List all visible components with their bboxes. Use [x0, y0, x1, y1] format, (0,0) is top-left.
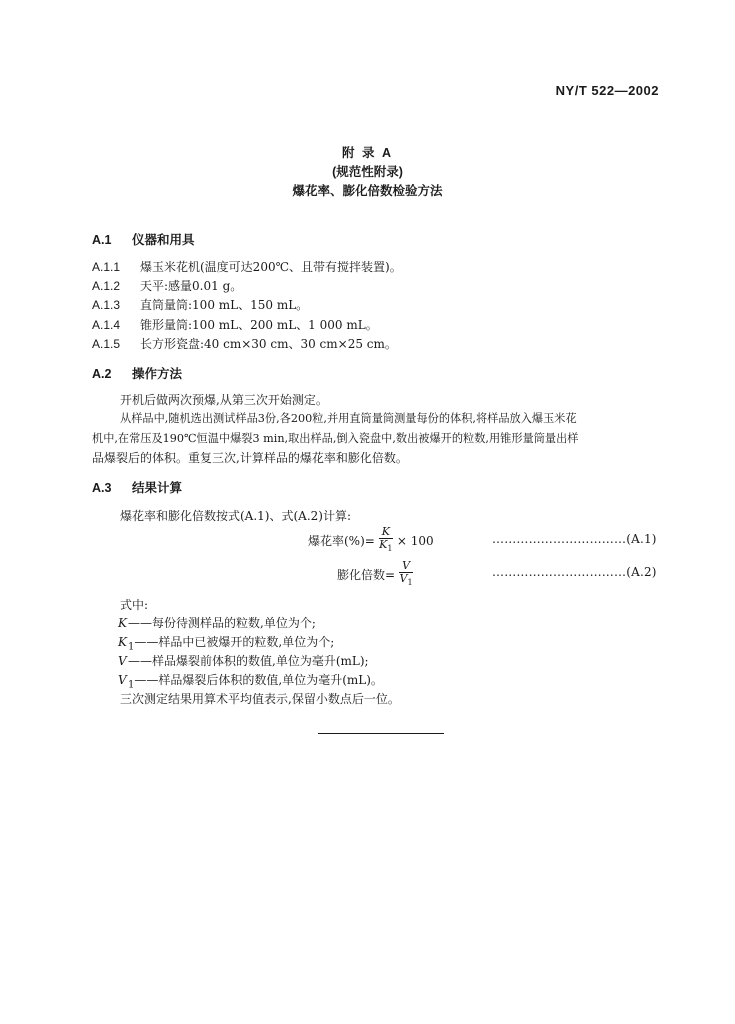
where-label: 式中:: [120, 598, 149, 612]
item-text: 天平:感量0.01 g。: [140, 279, 243, 293]
section-a3-heading: [92, 478, 182, 496]
definition-k: K——每份待测样品的粒数,单位为个;: [118, 616, 316, 630]
end-rule: [318, 733, 444, 734]
section-number: A.1: [92, 233, 112, 247]
numerator: V: [402, 559, 411, 572]
item-a1-3: [92, 296, 308, 313]
section-title: 仪器和用具: [132, 233, 195, 247]
item-a1-5: [92, 335, 397, 352]
section-number: A.2: [92, 367, 112, 381]
equation-ref-a2: ……………………………(A.2): [492, 565, 657, 579]
definition-v1: $V_1——$样品爆裂后体积的数值,单位为毫升(mL)。: [118, 673, 383, 691]
item-number: A.1.5: [92, 337, 121, 351]
procedure-paragraph-2-line-2: 机中,在常压及190℃恒温中爆裂3 min,取出样品,倒入瓷盘中,数出被爆开的粒数,用锥形量筒量出样: [92, 432, 579, 445]
formula-lhs: 膨化倍数=: [337, 568, 396, 583]
item-number: A.1.4: [92, 318, 121, 332]
procedure-paragraph-1: 开机后做两次预爆,从第三次开始测定。: [120, 393, 328, 407]
formula-a1: [308, 526, 434, 555]
equation-ref-a1: ……………………………(A.1): [492, 532, 657, 546]
item-text: 爆玉米花机(温度可达200℃、且带有搅拌装置)。: [140, 260, 402, 274]
item-text: 直筒量筒:100 mL、150 mL。: [140, 298, 309, 312]
procedure-paragraph-2-line-3: 品爆裂后的体积。重复三次,计算样品的爆花率和膨化倍数。: [92, 451, 408, 465]
denominator: $V_1$: [399, 572, 413, 588]
item-text: 锥形量筒:100 mL、200 mL、1 000 mL。: [140, 318, 378, 332]
fraction: [399, 560, 413, 589]
section-title: 结果计算: [132, 481, 183, 495]
section-a1-heading: [92, 230, 195, 248]
item-number: A.1.3: [92, 298, 121, 312]
appendix-name: 爆花率、膨化倍数检验方法: [292, 184, 443, 198]
fraction: [379, 526, 393, 555]
appendix-nature: (规范性附录): [332, 165, 403, 179]
section-title: 操作方法: [132, 367, 183, 381]
section-number: A.3: [92, 481, 112, 495]
item-number: A.1.2: [92, 279, 121, 293]
numerator: K: [381, 525, 390, 538]
procedure-paragraph-2-line-1: 从样品中,随机选出测试样品3份,各200粒,并用直筒量筒测量每份的体积,将样品放入爆玉米花: [120, 412, 577, 425]
result-statement: 三次测定结果用算术平均值表示,保留小数点后一位。: [120, 692, 400, 706]
item-number: A.1.1: [92, 260, 121, 274]
definition-k1: $K_1——$样品中已被爆开的粒数,单位为个;: [118, 635, 335, 653]
formula-a2: [337, 560, 417, 589]
section-a2-heading: [92, 364, 182, 382]
item-a1-2: [92, 277, 242, 294]
formula-lhs: 爆花率(%)=: [308, 534, 375, 549]
formula-rhs: × 100: [396, 533, 434, 548]
standard-number: NY/T 522—2002: [555, 83, 659, 98]
definition-v: V——样品爆裂前体积的数值,单位为毫升(mL);: [118, 654, 369, 668]
calculation-intro: 爆花率和膨化倍数按式(A.1)、式(A.2)计算:: [120, 509, 352, 523]
denominator: $K_1$: [379, 538, 393, 554]
item-a1-1: [92, 258, 402, 275]
item-a1-4: [92, 316, 378, 333]
appendix-title: 附 录 A: [342, 146, 393, 160]
item-text: 长方形瓷盘:40 cm×30 cm、30 cm×25 cm。: [140, 337, 397, 351]
